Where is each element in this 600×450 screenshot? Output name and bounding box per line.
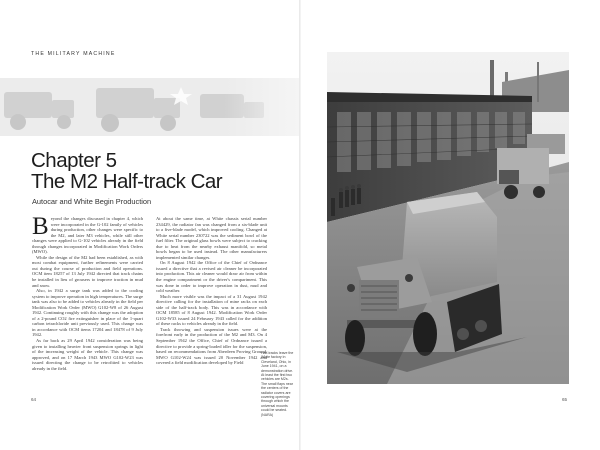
chapter-number: Chapter 5 — [31, 149, 117, 172]
chapter-subtitle: Autocar and White Begin Production — [32, 197, 152, 206]
photo-caption: Half-tracks leave the White factory in Cleveland, Ohio, in June 1941, on a demonstration drive. At least the first two vehicles are M2s. The small flaps near the centers of the radiator covers are covering openings through which the universal mounts could be seated. (NARA) — [261, 351, 294, 417]
page-number-left: 64 — [31, 397, 37, 402]
body-column-2 — [156, 216, 267, 366]
page-number-right: 65 — [562, 397, 568, 402]
chapter-banner-image — [0, 78, 299, 136]
body-paragraph: Also, in 1942 a surge tank was added to the cooling system to improve operation in high temperatures. The surge tank was also to be added to vehicles already in the field per Modification Work Order (MWO) G102-W8 of 26 August 1942. Continuing roughly with this change was the adoption of a 2-pound CO2 fire extinguisher in place of the 1-quart carbon tetrachloride unit previously used. This change was in accordance with OCM items 17204 and 18478 of 9 July 1942. — [32, 288, 143, 338]
body-paragraph: While the design of the M2 had been established, as with most combat equipment, further refinements were carried out during the course of production and field operations. OCM item 18257 of 13 July 1942 directed that track chains be installed in lieu of grousers to improve traction in mud and snow. — [32, 254, 143, 288]
chapter-title — [31, 150, 222, 192]
book-gutter — [299, 0, 301, 450]
body-paragraph: As far back as 29 April 1942 consideration was being given to installing heavier front suspension springs in light of the increasing weight of the vehicle. This change was approved, and on 17 March 1943 MWO G102-W23 was issued directing the change to be retrofitted to vehicles already in the field. — [32, 338, 143, 371]
body-paragraph — [32, 213, 143, 255]
chapter-name: The M2 Half-track Car — [31, 170, 223, 193]
body-paragraph: Much more visible was the impact of a 31 August 1942 directive calling for the installation of mine racks on each side of the half-track body. This was in accordance with OCM 18585 of 8 August 1942. Modification Work Order G102-W33 issued 24 February 1943 called for the addition of these racks to vehicles already in the field. — [156, 293, 267, 327]
halftrack-factory-photo — [327, 52, 569, 384]
body-column-1 — [32, 213, 143, 371]
body-paragraph: At about the same time, at White chassis serial number 234429, the radiator fan was changed from a six-blade unit to a five-blade model, which improved cooling. Changed at White serial number 230722 was the sediment bowl of the fuel filter. The original glass bowls were subject to cracking due to heat from the nearby exhaust manifold, so metal bowls began to be used instead. The other manufacturers implemented similar changes. — [156, 216, 267, 260]
opening-text: eyond the changes discussed in chapter 4, which were incorporated in the G-102 family of vehicles during production, other changes were specific to the M2, and later M3 vehicles, while still other changes were applied to G-102 vehicles already in the field through changes incorporated in Modification Work Orders (MWO). — [32, 216, 143, 255]
drop-cap: B — [32, 213, 49, 240]
body-paragraph: On 8 August 1942 the Office of the Chief of Ordnance issued a directive that a revised air cleaner be incorporated into production. This air cleaner would draw air from within the engine compartment or the driver's compartment. This was done in order to improve operation in dust, mud and cold weather. — [156, 260, 267, 294]
running-head: THE MILITARY MACHINE — [31, 51, 116, 57]
body-paragraph: Track throwing and suspension issues were at the forefront early in the production of the M2 and M3. On 4 September 1942 the Office, Chief of Ordnance issued a directive to provide a spring-loaded idler for the suspension, based on recommendations from Aberdeen Proving Ground. MWO G102-W24 was issued 20 November 1942 and covered a field modification developed by Field — [156, 326, 267, 366]
